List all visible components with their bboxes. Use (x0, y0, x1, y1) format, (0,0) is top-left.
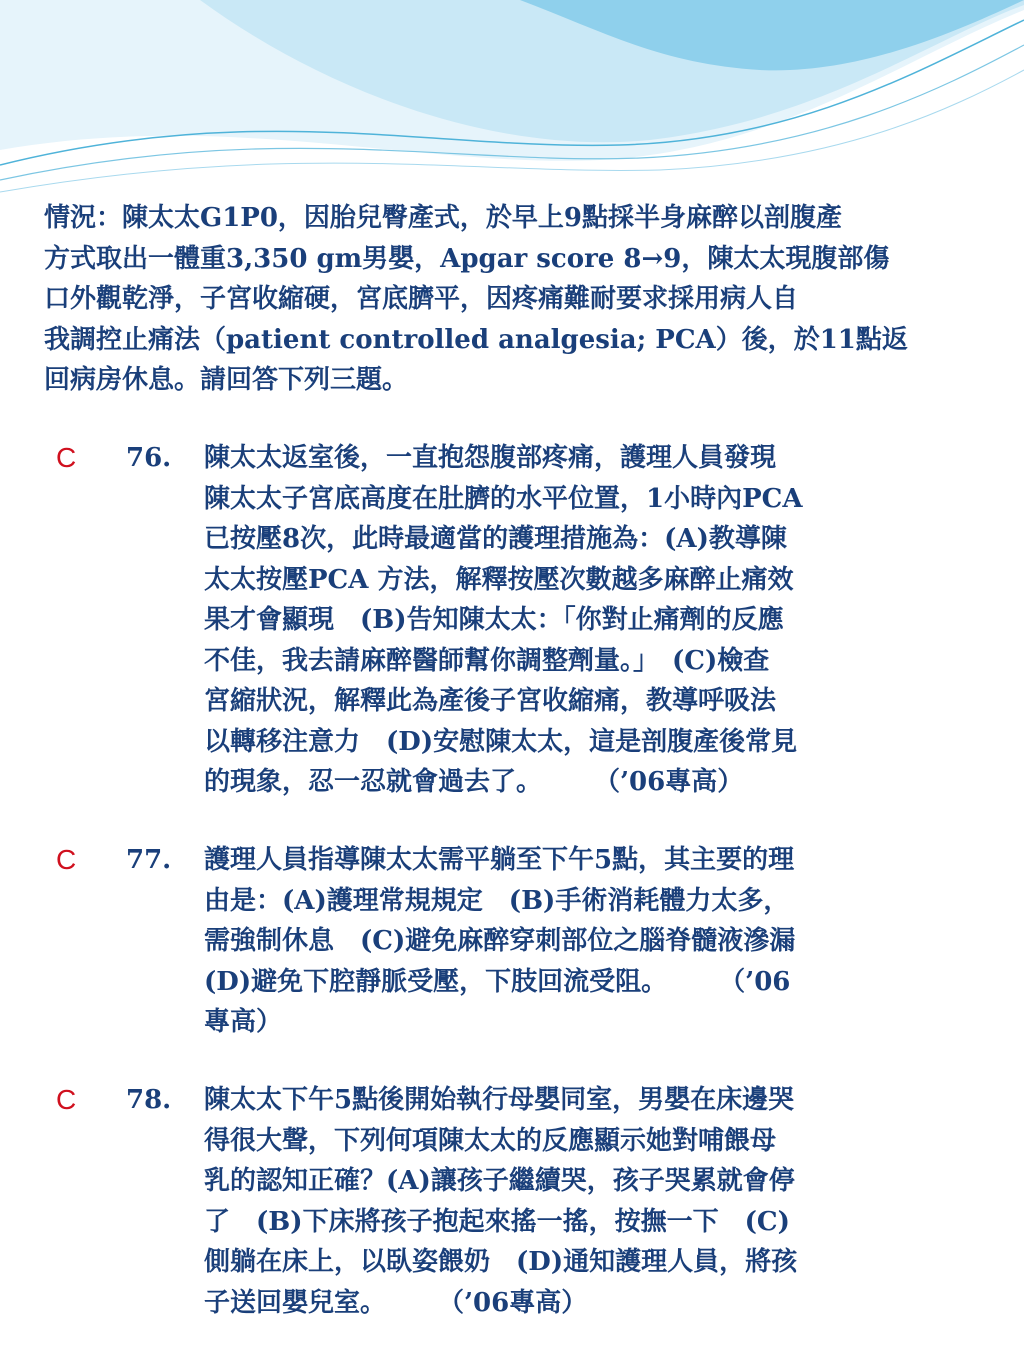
question-number: 77. (126, 845, 172, 875)
question-text: 陳太太返室後，一直抱怨腹部疼痛，護理人員發現 陳太太子宮底高度在肚臍的水平位置，1小時內PCA 已按壓8次，此時最適當的護理措施為：(A)教導陳 太太按壓PCA 方法，解釋按壓次數越多麻醉止痛效 果才會顯現 (B)告知陳太太：「你對止痛劑的反應 不佳，我去請麻醉醫師幫你調整劑量。」 (C)檢查 宮縮狀況，解釋此為產後子宮收縮痛，教導呼吸法 以轉移注意力 (D)安慰陳太太，這是剖腹產後常見 的現象，忍一忍就會過去了。 （’06專高） (204, 443, 803, 797)
answer-label: C (56, 844, 77, 875)
question-text: 護理人員指導陳太太需平躺至下午5點，其主要的理 由是：(A)護理常規規定 (B)手術消耗體力太多， 需強制休息 (C)避免麻醉穿刺部位之腦脊髓液滲漏 (D)避免下腔靜脈受壓，下肢回流受阻。 （’06 專高） (204, 845, 796, 1037)
question-number: 78. (126, 1085, 172, 1115)
question-text: 陳太太下午5點後開始執行母嬰同室，男嬰在床邊哭 得很大聲，下列何項陳太太的反應顯示她對哺餵母 乳的認知正確？(A)讓孩子繼續哭，孩子哭累就會停 了 (B)下床將孩子抱起來搖一搖，按撫一下 (C) 側躺在床上，以臥姿餵奶 (D)通知護理人員，將孩 子送回嬰兒室。 （’06專高） (204, 1085, 798, 1318)
answer-label: C (56, 1084, 77, 1115)
header-wave-decoration (0, 0, 1024, 200)
scenario-text: 情況：陳太太G1P0，因胎兒臀產式，於早上9點採半身麻醉以剖腹產 方式取出一體重3,350 gm男嬰，Apgar score 8→9，陳太太現腹部傷 口外觀乾淨，子宮收縮硬，宮底臍平，因疼痛難耐要求採用病人自 我調控止痛法（patient controlled analgesia; PCA）後，於11點返 回病房休息。請回答下列三題。 (44, 203, 908, 395)
question-number: 76. (126, 443, 172, 473)
answer-label: C (56, 442, 77, 473)
